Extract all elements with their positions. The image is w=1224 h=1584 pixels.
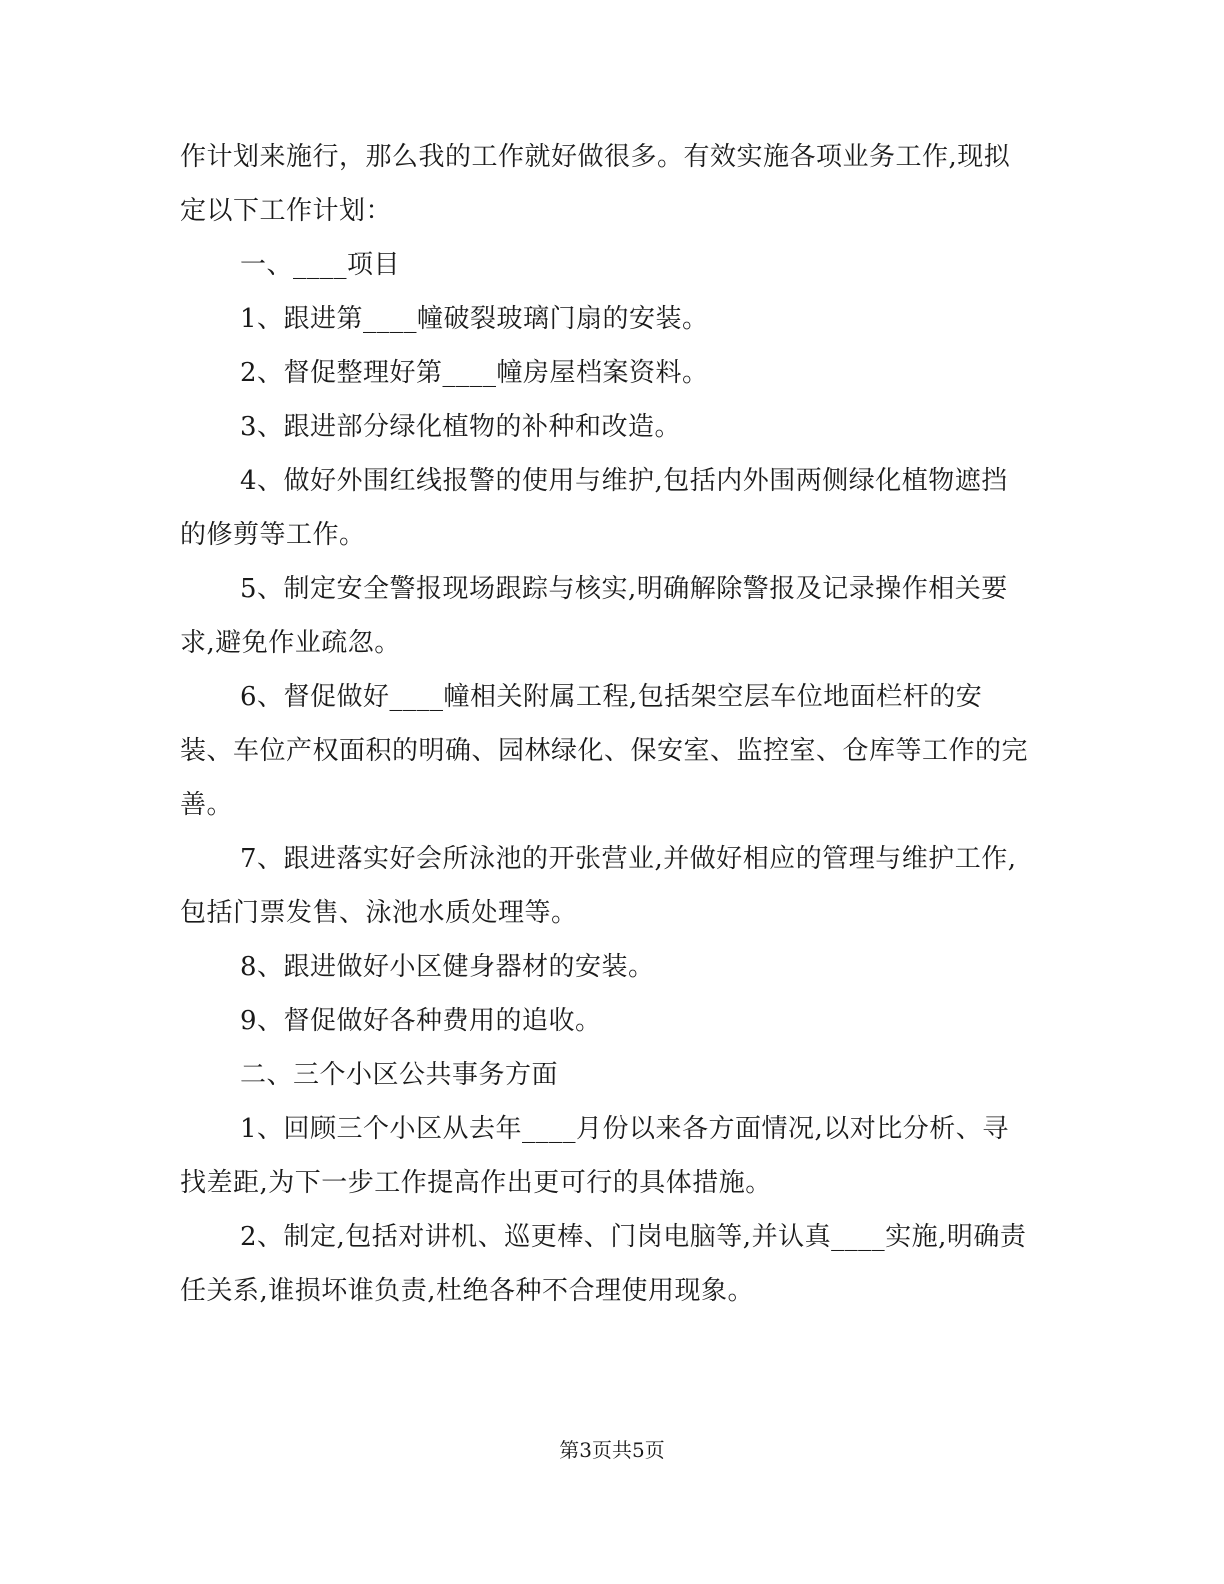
list-item-1-3: 3、跟进部分绿化植物的补种和改造。 (240, 412, 682, 442)
list-item-1-2: 2、督促整理好第____幢房屋档案资料。 (240, 358, 709, 388)
list-item-1-9: 9、督促做好各种费用的追收。 (240, 1006, 602, 1036)
list-item-2-2: 2、制定,包括对讲机、巡更棒、门岗电脑等,并认真____实施,明确责任关系,谁损坏谁负责,杜绝各种不合理使用现象。 (180, 1222, 1027, 1306)
heading-section-2: 二、三个小区公共事务方面 (240, 1060, 559, 1090)
document-body (180, 130, 1030, 1318)
list-item-2-1: 1、回顾三个小区从去年____月份以来各方面情况,以对比分析、寻找差距,为下一步工作提高作出更可行的具体措施。 (180, 1114, 1009, 1198)
list-item-1-5: 5、制定安全警报现场跟踪与核实,明确解除警报及记录操作相关要求,避免作业疏忽。 (180, 574, 1008, 658)
list-item-1-1: 1、跟进第____幢破裂玻璃门扇的安装。 (240, 304, 709, 334)
page-number-footer: 第3页共5页 (559, 1438, 665, 1462)
list-item-1-7: 7、跟进落实好会所泳池的开张营业,并做好相应的管理与维护工作,包括门票发售、泳池水质处理等。 (180, 844, 1017, 928)
paragraph-0: 作计划来施行，那么我的工作就好做很多。有效实施各项业务工作,现拟定以下工作计划： (180, 142, 1011, 226)
list-item-1-4: 4、做好外围红线报警的使用与维护,包括内外围两侧绿化植物遮挡的修剪等工作。 (180, 466, 1008, 550)
list-item-1-6: 6、督促做好____幢相关附属工程,包括架空层车位地面栏杆的安装、车位产权面积的明确、园林绿化、保安室、监控室、仓库等工作的完善。 (180, 682, 1029, 820)
list-item-1-8: 8、跟进做好小区健身器材的安装。 (240, 952, 655, 982)
heading-section-1: 一、____项目 (240, 250, 401, 280)
